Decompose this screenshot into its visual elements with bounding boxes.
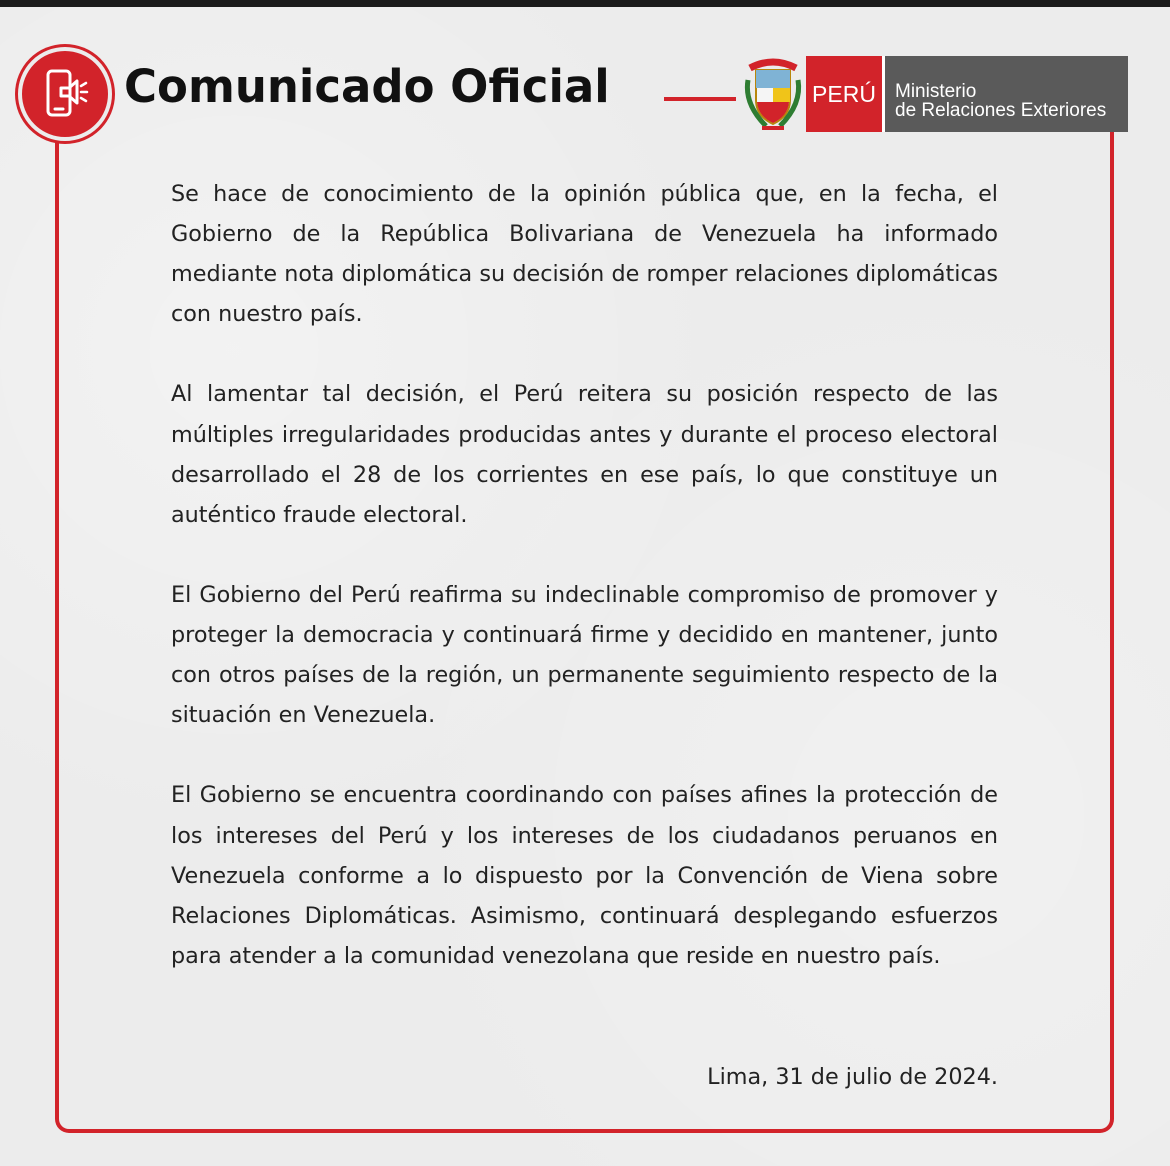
paragraph: El Gobierno se encuentra coordinando con países afines la protección de los intereses del Perú y los intereses de los ciudadanos peruanos en Venezuela conforme a lo dispuesto por la Convención de Viena sobre Relaciones Diplomáticas. Asimismo, continuará desplegando esfuerzos para atender a la comunidad venezolana que reside en nuestro país. [171,782,998,969]
communique-body [171,174,998,1016]
ministry-line-2: de Relaciones Exteriores [895,100,1107,121]
paragraph: El Gobierno del Perú reafirma su indeclinable compromiso de promover y proteger la democracia y continuará firme y decidido en mantener, junto con otros países de la región, un permanente seguimiento respecto de la situación en Venezuela. [171,581,998,729]
peru-label: PERÚ [806,56,882,132]
date-signature: Lima, 31 de julio de 2024. [707,1064,998,1090]
page-title: Comunicado Oficial [124,60,610,113]
paragraph: Se hace de conocimiento de la opinión pública que, en la fecha, el Gobierno de la República Bolivariana de Venezuela ha informado mediante nota diplomática su decisión de romper relaciones diplomáticas con nuestro país. [171,181,998,328]
ministry-line-1: Ministerio [895,81,977,102]
ministry-label [885,56,1128,132]
paragraph: Al lamentar tal decisión, el Perú reitera su posición respecto de las múltiples irregularidades producidas antes y durante el proceso electoral desarrollado el 28 de los corrientes en ese país, lo que constituye un auténtico fraude electoral. [171,381,998,528]
title-divider [664,97,736,101]
ministry-logo [740,56,1128,132]
top-edge-bar [0,0,1170,7]
coat-of-arms-icon [740,56,806,132]
megaphone-phone-icon [18,47,112,141]
